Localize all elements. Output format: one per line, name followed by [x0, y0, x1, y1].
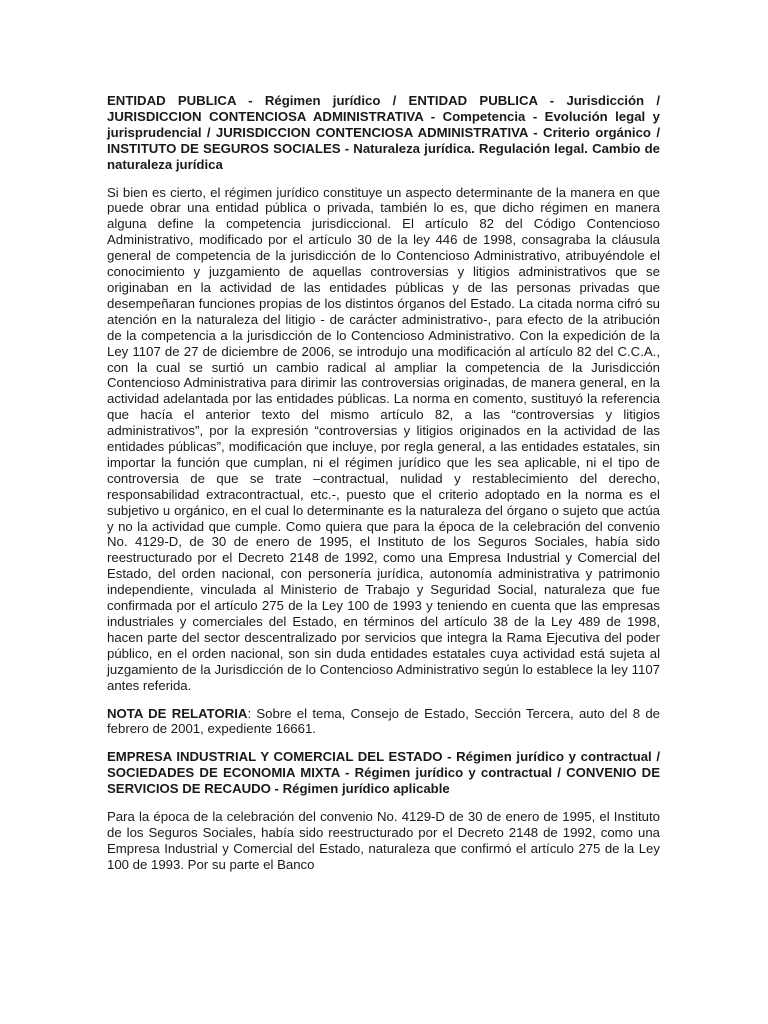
relatoria-note-text: : Sobre el tema, Consejo de Estado, Sección Tercera, auto del 8 de febrero de 2001, expediente 16661. — [107, 705, 660, 737]
document-page — [107, 93, 660, 873]
section-heading-entidad-publica: ENTIDAD PUBLICA - Régimen jurídico / ENTIDAD PUBLICA - Jurisdicción / JURISDICCION CONTENCIOSA ADMINISTRATIVA - Competencia - Evolución legal y jurisprudencial / JURISDICCION CONTENCIOSA ADMINISTRATIVA - Criterio orgánico / INSTITUTO DE SEGUROS SOCIALES - Naturaleza jurídica. Regulación legal. Cambio de naturaleza jurídica — [107, 93, 660, 172]
body-paragraph-regimen-juridico: Si bien es cierto, el régimen jurídico constituye un aspecto determinante de la manera en que puede obrar una entidad pública o privada, también lo es, que dicho régimen en manera alguna define la competencia jurisdiccional. El artículo 82 del Código Contencioso Administrativo, modificado por el artículo 30 de la ley 446 de 1998, consagraba la cláusula general de competencia de la jurisdicción de lo Contencioso Administrativo, atribuyéndole el conocimiento y juzgamiento de aquellas controversias y litigios administrativos que se originaban en la actividad de las entidades públicas y de las personas privadas que desempeñaran funciones propias de los distintos órganos del Estado. La citada norma cifró su atención en la naturaleza del litigio - de carácter administrativo-, para efecto de la atribución de la competencia a la jurisdicción de lo Contencioso Administrativo. Con la expedición de la Ley 1107 de 27 de diciembre de 2006, se introdujo una modificación al artículo 82 del C.C.A., con la cual se surtió un cambio radical al ampliar la competencia de la Jurisdicción Contencioso Administrativa para dirimir las controversias originadas, de manera general, en la actividad adelantada por las entidades públicas. La norma en comento, sustituyó la referencia que hacía el anterior texto del mismo artículo 82, a las “controversias y litigios administrativos”, por la expresión “controversias y litigios originados en la actividad de las entidades públicas”, modificación que incluye, por regla general, a las entidades estatales, sin importar la función que cumplan, ni el régimen jurídico que les sea aplicable, ni el tipo de controversia de que se trate –contractual, nulidad y restablecimiento del derecho, responsabilidad extracontractual, etc.-, puesto que el criterio adoptado en la norma es el subjetivo u orgánico, en el cual lo determinante es la naturaleza del órgano o sujeto que actúa y no la actividad que cumple. Como quiera que para la época de la celebración del convenio No. 4129-D, de 30 de enero de 1995, el Instituto de los Seguros Sociales, había sido reestructurado por el Decreto 2148 de 1992, como una Empresa Industrial y Comercial del Estado, del orden nacional, con personería jurídica, autonomía administrativa y patrimonio independiente, vinculada al Ministerio de Trabajo y Seguridad Social, naturaleza que fue confirmada por el artículo 275 de la Ley 100 de 1993 y teniendo en cuenta que las empresas industriales y comerciales del Estado, en términos del artículo 38 de la Ley 489 de 1998, hacen parte del sector descentralizado por servicios que integra la Rama Ejecutiva del poder público, en el orden nacional, son sin duda entidades estatales cuya actividad está sujeta al juzgamiento de la Jurisdicción de lo Contencioso Administrativo según lo establece la ley 1107 antes referida. — [107, 184, 660, 693]
relatoria-note-label: NOTA DE RELATORIA — [107, 705, 248, 721]
section-heading-empresa-industrial: EMPRESA INDUSTRIAL Y COMERCIAL DEL ESTADO - Régimen jurídico y contractual / SOCIEDADES DE ECONOMIA MIXTA - Régimen jurídico y contractual / CONVENIO DE SERVICIOS DE RECAUDO - Régimen jurídico aplicable — [107, 749, 660, 797]
relatoria-note — [107, 706, 660, 738]
body-paragraph-convenio: Para la época de la celebración del convenio No. 4129-D de 30 de enero de 1995, el Instituto de los Seguros Sociales, había sido reestructurado por el Decreto 2148 de 1992, como una Empresa Industrial y Comercial del Estado, naturaleza que confirmó el artículo 275 de la Ley 100 de 1993. Por su parte el Banco — [107, 809, 660, 872]
